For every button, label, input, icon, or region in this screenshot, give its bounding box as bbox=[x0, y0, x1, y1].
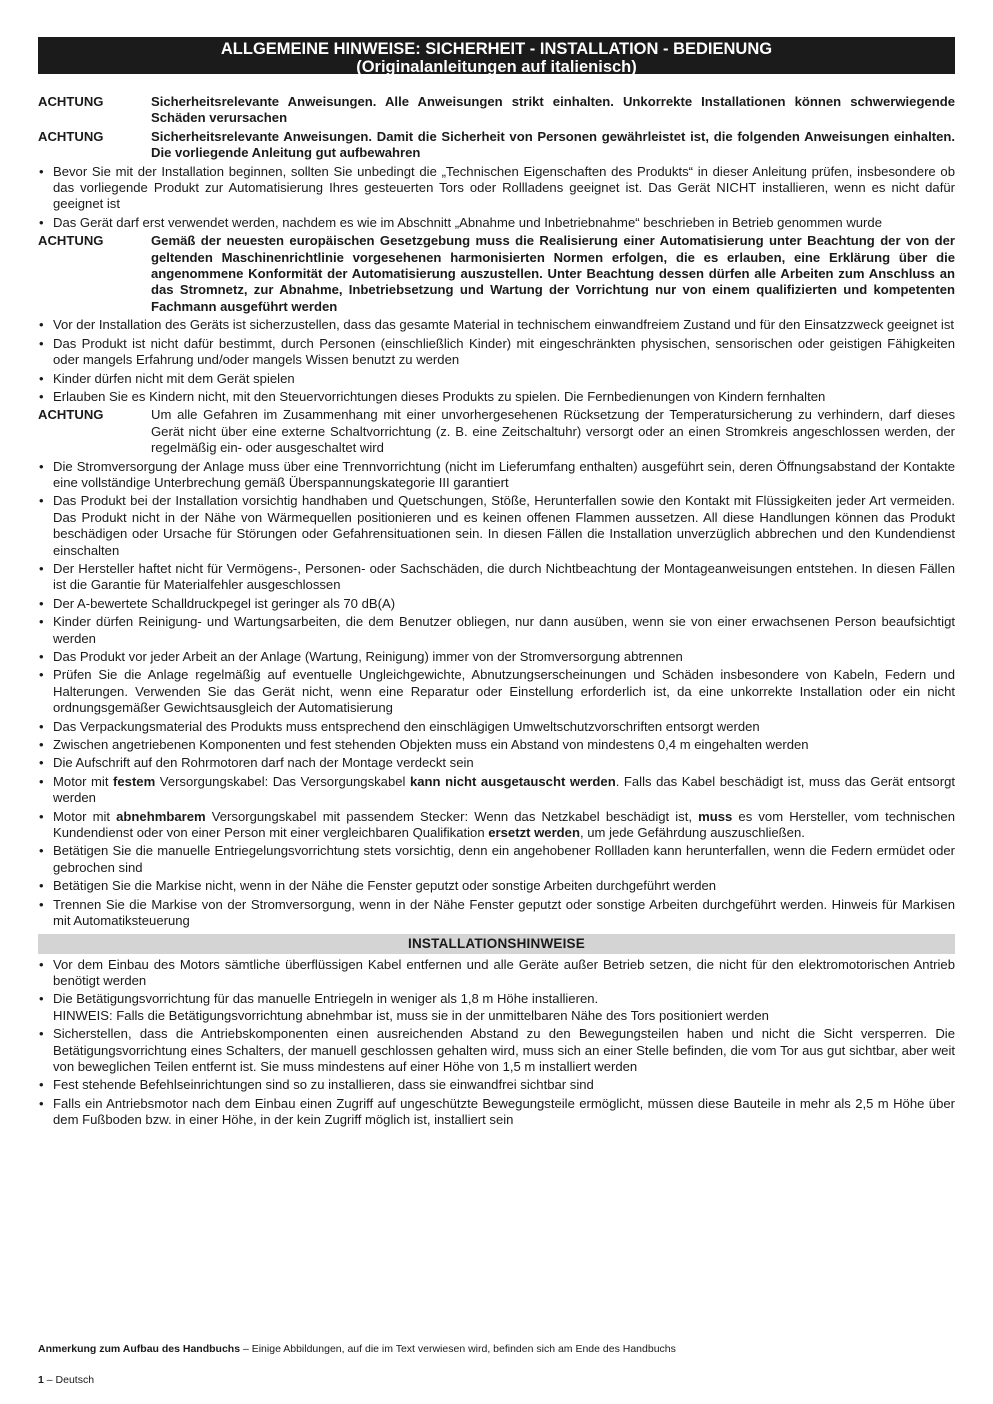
emphasis-text: ersetzt werden bbox=[488, 825, 580, 841]
warning-item bbox=[38, 129, 955, 162]
bullet-icon: • bbox=[39, 595, 44, 611]
item-text-main: Fest stehende Befehlseinrichtungen sind so zu installieren, dass sie einwandfrei sichtbar sind bbox=[53, 1077, 594, 1093]
manual-structure-note bbox=[38, 1343, 676, 1355]
emphasis-text: muss bbox=[698, 808, 733, 824]
item-note: HINWEIS: Falls die Betätigungsvorrichtung abnehmbar ist, muss sie in der unmittelbaren Nähe des Tors positioniert werden bbox=[53, 1007, 769, 1023]
emphasis-text: kann nicht ausgetauscht werden bbox=[409, 773, 616, 789]
text-run: , um jede Gefährdung auszuschließen. bbox=[579, 825, 805, 841]
list-item bbox=[38, 774, 955, 807]
list-item bbox=[38, 1096, 955, 1129]
item-text: Die Aufschrift auf den Rohrmotoren darf nach der Montage verdeckt sein bbox=[53, 755, 474, 771]
bullet-icon: • bbox=[39, 1077, 44, 1093]
list-item bbox=[38, 459, 955, 492]
list-item bbox=[38, 389, 955, 405]
list-item bbox=[38, 371, 955, 387]
bullet-icon: • bbox=[39, 718, 44, 734]
list-item bbox=[38, 1077, 955, 1093]
list-item bbox=[38, 878, 955, 894]
item-text: Gemäß der neuesten europäischen Gesetzgebung muss die Realisierung einer Automatisierung unter Beachtung der von der geltenden Maschinenrichtlinie vorgesehenen harmonisierten Normen erfolgen, die es erlauben, eine Erklärung über die angenommene Konformität der Automatisierung auszustellen. Unter Beachtung dessen dürfen alle Arbeiten zum Anschluss an das Stromnetz, zur Abnahme, Inbetriebsetzung und Wartung der Vorrichtung nur von einem qualifizierten und kompetenten Fachmann ausgeführt werden bbox=[151, 233, 955, 314]
bullet-icon: • bbox=[39, 649, 44, 664]
item-text bbox=[53, 1077, 955, 1093]
warning-item bbox=[38, 407, 955, 456]
bullet-icon: • bbox=[39, 737, 44, 753]
text-run: Versorgungskabel: Das Versorgungskabel bbox=[155, 773, 410, 789]
text-run: . Falls das Kabel beschädigt ist, muss das Gerät entsorgt werden bbox=[53, 773, 955, 806]
bullet-icon: • bbox=[39, 1095, 44, 1111]
item-text bbox=[53, 957, 955, 990]
item-text bbox=[53, 774, 955, 807]
item-text: Prüfen Sie die Anlage regelmäßig auf eventuelle Ungleichgewichte, Abnutzungserscheinungen und Schäden insbesondere von Kabeln, Federn und Halterungen. Verwenden Sie das Gerät nicht, wenn eine Reparatur oder Einstellung erforderlich ist, da eine unkorrekte Installation oder ein nicht ordnungsgemäßer Gewichtsausgleich der Automatisierung bbox=[53, 667, 955, 716]
bullet-icon: • bbox=[39, 317, 44, 333]
item-text: Das Produkt vor jeder Arbeit an der Anlage (Wartung, Reinigung) immer von der Stromversorgung abtrennen bbox=[53, 649, 683, 664]
item-text: Das Verpackungsmaterial des Produkts muss entsprechend den einschlägigen Umweltschutzvorschriften entsorgt werden bbox=[53, 718, 760, 734]
bullet-icon: • bbox=[39, 335, 44, 351]
bullet-icon: • bbox=[39, 956, 44, 972]
item-text-main: Sicherstellen, dass die Antriebskomponenten einen ausreichenden Abstand zu den Bewegungsteilen haben und nicht die Sicht versperren. Die Betätigungsvorrichtung eines Schalters, der manuell geschlossen gehalten wird, muss sich an einer Stelle befinden, die vom Tor aus gut sichtbar, aber weit von beweglichen Teilen entfernt ist. Sie muss mindestens auf einer Höhe von 1,5 m installiert werden bbox=[53, 1026, 955, 1074]
bullet-icon: • bbox=[39, 773, 44, 789]
bullet-icon: • bbox=[39, 370, 44, 386]
bullet-icon: • bbox=[39, 163, 44, 179]
installation-section-title: INSTALLATIONSHINWEISE bbox=[38, 934, 955, 954]
bullet-icon: • bbox=[39, 878, 44, 894]
warning-item bbox=[38, 94, 955, 127]
bullet-icon: • bbox=[39, 1026, 44, 1042]
warning-label: ACHTUNG bbox=[38, 94, 104, 109]
item-text: Erlauben Sie es Kindern nicht, mit den Steuervorrichtungen dieses Produkts zu spielen. Die Fernbedienungen von Kindern fernhalten bbox=[53, 388, 826, 404]
item-text: Betätigen Sie die manuelle Entriegelungsvorrichtung stets vorsichtig, denn ein angehobener Rollladen kann herunterfallen, wenn die Federn ermüdet oder gebrochen sind bbox=[53, 843, 955, 875]
item-text: Vor der Installation des Geräts ist sicherzustellen, dass das gesamte Material in technischem einwandfreiem Zustand und für den Einsatzzweck geeignet ist bbox=[53, 317, 955, 333]
item-text: Der Hersteller haftet nicht für Vermögens-, Personen- oder Sachschäden, die durch Nichtbeachtung der Montageanweisungen entstehen. In diesen Fällen ist die Garantie für Materialfehler ausgeschlossen bbox=[53, 560, 955, 593]
item-text: Der A-bewertete Schalldruckpegel ist geringer als 70 dB(A) bbox=[53, 595, 396, 611]
item-text bbox=[53, 1096, 955, 1129]
page-language: – Deutsch bbox=[43, 1374, 95, 1386]
text-run: Motor mit bbox=[53, 773, 114, 789]
list-item bbox=[38, 336, 955, 369]
item-text-main: Falls ein Antriebsmotor nach dem Einbau einen Zugriff auf ungeschützte Bewegungsteile ermöglicht, müssen diese Bauteile in mehr als 2,5 m Höhe über dem Fußboden bzw. in einer Höhe, in der kein Zugriff möglich ist, installiert sein bbox=[53, 1095, 955, 1128]
item-text: Betätigen Sie die Markise nicht, wenn in der Nähe die Fenster geputzt oder sonstige Arbeiten durchgeführt werden bbox=[53, 878, 717, 894]
document-page bbox=[38, 37, 955, 1131]
list-item bbox=[38, 897, 955, 930]
bullet-icon: • bbox=[39, 896, 44, 912]
list-item bbox=[38, 1026, 955, 1075]
list-item bbox=[38, 991, 955, 1024]
bullet-icon: • bbox=[39, 667, 44, 683]
bullet-icon: • bbox=[39, 991, 44, 1007]
item-text: Kinder dürfen Reinigung- und Wartungsarbeiten, die dem Benutzer obliegen, nur dann ausüben, wenn sie von einer erwachsenen Person beaufsichtigt werden bbox=[53, 614, 955, 646]
list-item bbox=[38, 614, 955, 647]
item-text: Zwischen angetriebenen Komponenten und fest stehenden Objekten muss ein Abstand von mindestens 0,4 m eingehalten werden bbox=[53, 737, 809, 753]
general-notes-list bbox=[38, 94, 955, 930]
manual-structure-note-text: – Einige Abbildungen, auf die im Text verwiesen wird, befinden sich am Ende des Handbuchs bbox=[240, 1343, 676, 1355]
item-text: Das Gerät darf erst verwendet werden, nachdem es wie im Abschnitt „Abnahme und Inbetriebnahme“ beschrieben in Betrieb genommen wurde bbox=[53, 214, 882, 230]
list-item bbox=[38, 843, 955, 876]
bullet-icon: • bbox=[39, 755, 44, 771]
text-run: Motor mit bbox=[53, 808, 117, 824]
item-text-main: Die Betätigungsvorrichtung für das manuelle Entriegeln in weniger als 1,8 m Höhe installieren. bbox=[53, 991, 599, 1007]
item-text: Die Stromversorgung der Anlage muss über eine Trennvorrichtung (nicht im Lieferumfang enthalten) ausgeführt sein, deren Öffnungsabstand der Kontakte eine vollständige Unterbrechung gemäß Überspannungskategorie III garantiert bbox=[53, 458, 955, 490]
installation-notes-list bbox=[38, 957, 955, 1129]
page-number bbox=[38, 1374, 94, 1386]
item-text: Kinder dürfen nicht mit dem Gerät spielen bbox=[53, 370, 295, 386]
item-text: Bevor Sie mit der Installation beginnen, sollten Sie unbedingt die „Technischen Eigenschaften des Produkts“ in dieser Anleitung prüfen, insbesondere ob das vorliegende Produkt zur Automatisierung Ihres gesteuerten Tors oder Rollladens geeignet ist. Das Gerät NICHT installieren, wenn es nicht dafür geeignet ist bbox=[53, 163, 955, 212]
item-text bbox=[53, 991, 955, 1024]
bullet-icon: • bbox=[39, 214, 44, 230]
warning-label: ACHTUNG bbox=[38, 407, 104, 423]
item-text: Sicherheitsrelevante Anweisungen. Damit die Sicherheit von Personen gewährleistet ist, die folgenden Anweisungen einhalten. Die vorliegende Anleitung gut aufbewahren bbox=[151, 128, 955, 161]
text-run: es vom Hersteller, vom technischen Kundendienst oder von einer Person mit einer vergleichbaren Qualifikation bbox=[53, 808, 955, 841]
header-subtitle: (Originalanleitungen auf italienisch) bbox=[356, 58, 637, 76]
list-item bbox=[38, 737, 955, 753]
list-item bbox=[38, 317, 955, 333]
text-run: Versorgungskabel mit passendem Stecker: Wenn das Netzkabel beschädigt ist, bbox=[205, 808, 699, 824]
list-item bbox=[38, 809, 955, 842]
manual-structure-note-label: Anmerkung zum Aufbau des Handbuchs bbox=[38, 1343, 241, 1355]
bullet-icon: • bbox=[39, 560, 44, 576]
list-item bbox=[38, 649, 955, 665]
item-text: Das Produkt ist nicht dafür bestimmt, durch Personen (einschließlich Kinder) mit eingeschränkten physischen, sensorischen oder geistigen Fähigkeiten oder mangels Erfahrung und/oder mangels Wissen benutzt zu werden bbox=[53, 335, 955, 368]
item-text: Um alle Gefahren im Zusammenhang mit einer unvorhergesehenen Rücksetzung der Temperatursicherung zu verhindern, darf dieses Gerät nicht über eine externe Schaltvorrichtung (z. B. eine Zeitschaltuhr) versorgt oder an einen Stromkreis angeschlossen werden, der regelmäßig ein- oder ausgeschaltet wird bbox=[151, 407, 955, 456]
bullet-icon: • bbox=[39, 493, 44, 509]
item-text-main: Vor dem Einbau des Motors sämtliche überflüssigen Kabel entfernen und alle Geräte außer Betrieb setzen, die nicht für den elektromotorischen Antrieb benötigt werden bbox=[53, 956, 955, 988]
bullet-icon: • bbox=[39, 458, 44, 474]
list-item bbox=[38, 755, 955, 771]
list-item bbox=[38, 561, 955, 594]
list-item bbox=[38, 164, 955, 213]
emphasis-text: abnehmbarem bbox=[116, 808, 206, 824]
bullet-icon: • bbox=[39, 808, 44, 824]
item-text: Trennen Sie die Markise von der Stromversorgung, wenn in der Nähe Fenster geputzt oder sonstige Arbeiten durchgeführt werden. Hinweis für Markisen mit Automatiksteuerung bbox=[53, 896, 955, 929]
item-text: Sicherheitsrelevante Anweisungen. Alle Anweisungen strikt einhalten. Unkorrekte Installationen können schwerwiegende Schäden verursachen bbox=[151, 94, 955, 126]
item-text: Das Produkt bei der Installation vorsichtig handhaben und Quetschungen, Stöße, Herunterfallen sowie den Kontakt mit Flüssigkeiten jeder Art vermeiden. Das Produkt nicht in der Nähe von Wärmequellen positionieren und es keinen offenen Flammen aussetzen. All diese Handlungen können das Produkt beschädigen oder Ursache für Störungen oder Gefahrensituationen sein. In diesen Fällen die Installation unverzüglich abbrechen und den Kundendienst einschalten bbox=[53, 493, 955, 558]
bullet-icon: • bbox=[39, 843, 44, 859]
warning-label: ACHTUNG bbox=[38, 128, 104, 144]
document-header bbox=[38, 37, 955, 74]
emphasis-text: festem bbox=[113, 773, 156, 789]
warning-label: ACHTUNG bbox=[38, 233, 104, 249]
item-text bbox=[53, 809, 955, 842]
header-title: ALLGEMEINE HINWEISE: SICHERHEIT - INSTALLATION - BEDIENUNG bbox=[220, 40, 773, 58]
list-item bbox=[38, 596, 955, 612]
item-text bbox=[53, 1026, 955, 1075]
list-item bbox=[38, 957, 955, 990]
bullet-icon: • bbox=[39, 388, 44, 404]
list-item bbox=[38, 493, 955, 559]
list-item bbox=[38, 667, 955, 716]
bullet-icon: • bbox=[39, 614, 44, 630]
page-number-value: 1 bbox=[38, 1374, 44, 1386]
list-item bbox=[38, 215, 955, 231]
warning-item bbox=[38, 233, 955, 315]
list-item bbox=[38, 719, 955, 735]
